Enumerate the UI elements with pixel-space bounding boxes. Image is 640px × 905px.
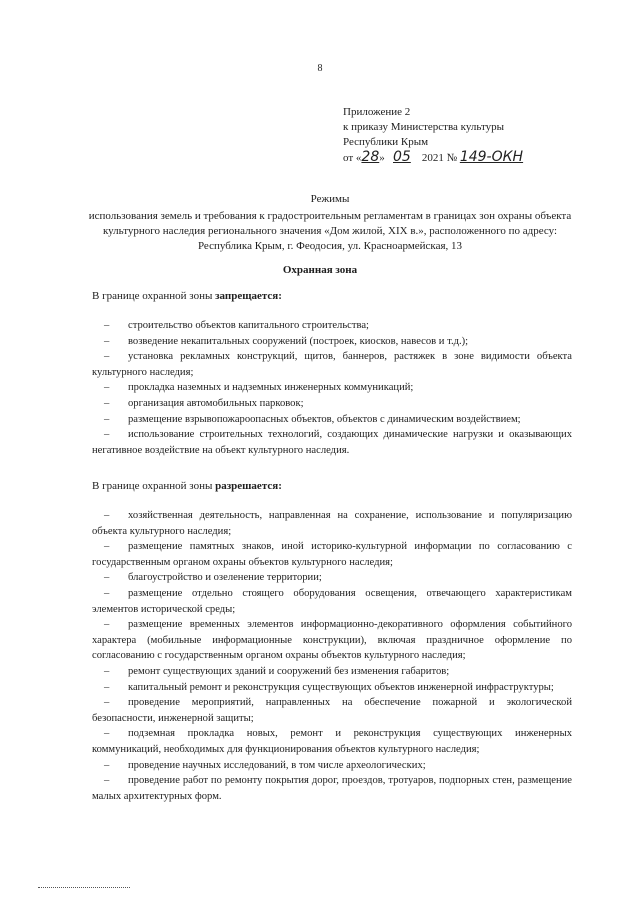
dash-marker: – xyxy=(104,413,110,425)
allowed-intro-text: В границе охранной зоны xyxy=(92,480,216,492)
list-item xyxy=(92,664,572,680)
list-item-text: капитальный ремонт и реконструкция существующих объектов инженерной инфраструктуры; xyxy=(128,681,554,693)
list-item-text: возведение некапитальных сооружений (построек, киосков, навесов и т.д.); xyxy=(128,335,469,347)
order-number: 149-ОКН xyxy=(459,149,524,165)
list-item xyxy=(92,539,572,570)
dash-marker: – xyxy=(104,728,110,740)
dash-marker: – xyxy=(104,382,110,394)
page-number: 8 xyxy=(317,63,323,74)
dash-marker: – xyxy=(104,320,110,331)
appendix-line-1: Приложение 2 xyxy=(343,106,411,118)
date-day: 28 xyxy=(361,149,380,165)
list-item xyxy=(92,586,572,617)
prohibited-intro-bold: запрещается: xyxy=(215,290,282,302)
list-item-text: подземная прокладка новых, ремонт и реконструкция существующих инженерных коммуникаций, необходимых для функционирования объектов культурного наследия; xyxy=(92,728,572,755)
list-item xyxy=(92,508,572,539)
dash-marker: – xyxy=(104,665,110,677)
list-item-text: прокладка наземных и надземных инженерных коммуникаций; xyxy=(128,382,414,394)
dash-marker: – xyxy=(104,572,110,584)
list-item-text: использование строительных технологий, создающих динамические нагрузки и оказывающих негативное воздействие на объект культурного наследия. xyxy=(92,429,572,456)
list-item-text: благоустройство и озеленение территории; xyxy=(128,572,322,584)
list-item xyxy=(92,334,572,350)
list-item-text: проведение работ по ремонту покрытия дорог, проездов, тротуаров, подпорных стен, размещение малых архитектурных форм. xyxy=(92,775,572,802)
list-item xyxy=(92,617,572,664)
date-year-no: 2021 № xyxy=(421,152,458,164)
prohibited-list xyxy=(92,318,572,458)
list-item-text: размещение взрывопожароопасных объектов, объектов с динамическим воздействием; xyxy=(128,413,521,425)
list-item-text: организация автомобильных парковок; xyxy=(128,397,304,409)
list-item xyxy=(92,695,572,726)
zone-title: Охранная зона xyxy=(282,264,358,276)
dash-marker: – xyxy=(104,335,110,347)
title-heading: Режимы xyxy=(310,193,350,205)
dash-marker: – xyxy=(104,541,110,553)
dash-marker: – xyxy=(104,351,110,363)
list-item-text: строительство объектов капитального строительства; xyxy=(128,320,369,331)
appendix-line-3: Республики Крым xyxy=(343,136,429,148)
list-item xyxy=(92,412,572,428)
dash-marker: – xyxy=(104,619,110,631)
list-item-text: размещение памятных знаков, иной историко-культурной информации по согласованию с государственным органом охраны объектов культурного наследия; xyxy=(92,541,572,568)
dash-marker: – xyxy=(104,681,110,693)
list-item xyxy=(92,758,572,774)
allowed-list xyxy=(92,508,572,804)
list-item xyxy=(92,396,572,412)
dash-marker: – xyxy=(104,697,110,709)
list-item-text: размещение отдельно стоящего оборудования освещения, отвечающего характеристикам элементов исторической среды; xyxy=(92,587,572,615)
prohibited-intro xyxy=(92,290,282,302)
list-item-text: установка рекламных конструкций, щитов, баннеров, растяжек в зоне видимости объекта культурного наследия; xyxy=(92,351,572,378)
list-item-text: проведение мероприятий, направленных на обеспечение пожарной и экологической безопасности, инженерной защиты; xyxy=(92,697,572,724)
dash-marker: – xyxy=(104,759,110,771)
date-mid: » xyxy=(379,152,385,164)
allowed-intro xyxy=(92,480,282,492)
list-item xyxy=(92,726,572,757)
dash-marker: – xyxy=(104,775,110,787)
list-item-text: проведение научных исследований, в том числе археологических; xyxy=(128,759,426,771)
list-item xyxy=(92,380,572,396)
date-month: 05 xyxy=(393,149,411,165)
document-title xyxy=(80,192,580,254)
title-description: использования земель и требования к градостроительным регламентам в границах зон охраны объекта культурного наследия регионального значения «Дом жилой, XIX в.», расположенного по адресу: Республика Крым, г. Феодосия, ул. Красноармейская, 13 xyxy=(88,210,572,252)
list-item xyxy=(92,570,572,586)
appendix-line-2: к приказу Министерства культуры xyxy=(343,121,505,133)
appendix-date-line xyxy=(343,150,523,166)
list-item-text: ремонт существующих зданий и сооружений без изменения габаритов; xyxy=(128,665,450,677)
list-item-text: размещение временных элементов информационно-декоративного оформления событийного характера (мобильные информационные конструкции), включая праздничное оформление по согласованию с государственным органом охраны объектов культурного наследия; xyxy=(92,619,572,662)
dash-marker: – xyxy=(104,429,110,441)
list-item xyxy=(92,427,572,458)
list-item xyxy=(92,773,572,804)
date-prefix: от « xyxy=(343,152,362,164)
list-item xyxy=(92,349,572,380)
list-item-text: хозяйственная деятельность, направленная на сохранение, использование и популяризацию объекта культурного наследия; xyxy=(92,510,572,537)
footer-divider xyxy=(38,887,130,888)
dash-marker: – xyxy=(104,397,110,409)
dash-marker: – xyxy=(104,510,110,521)
allowed-intro-bold: разрешается: xyxy=(215,480,282,492)
dash-marker: – xyxy=(104,587,110,599)
appendix-header xyxy=(343,105,523,166)
list-item xyxy=(92,318,572,334)
prohibited-intro-text: В границе охранной зоны xyxy=(92,290,216,302)
list-item xyxy=(92,680,572,696)
